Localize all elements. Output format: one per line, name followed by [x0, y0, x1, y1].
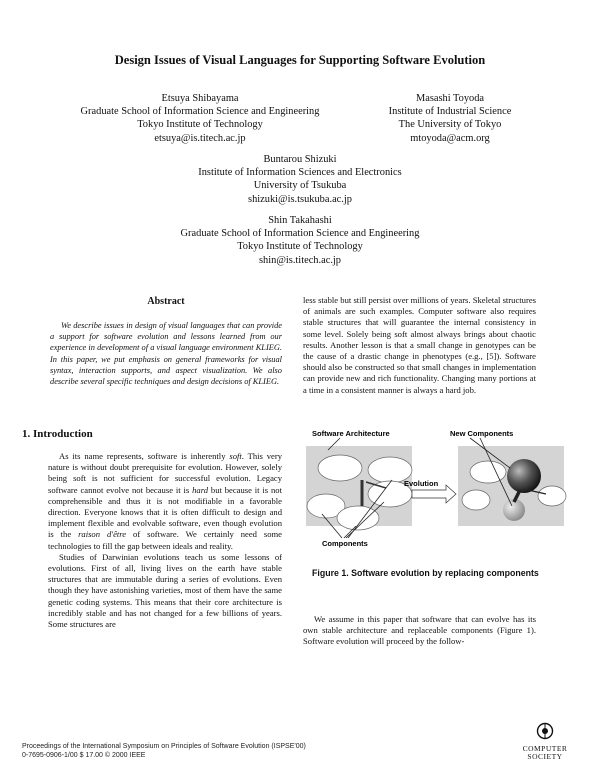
figure-label-components: Components [322, 539, 368, 548]
body-paragraph: We assume in this paper that software that can evolve has its own stable architecture and replaceable components (Figure 1). Software evolution will proceed by the follow- [303, 614, 536, 647]
author-institution: Tokyo Institute of Technology [237, 241, 363, 253]
author-affiliation: Graduate School of Information Science and Engineering [180, 228, 420, 240]
computer-society-logo [512, 722, 578, 761]
figure-label-architecture: Software Architecture [312, 429, 390, 438]
author-email: mtoyoda@acm.org [410, 132, 490, 144]
author-block-2 [340, 92, 560, 145]
right-column-bottom [303, 614, 536, 648]
component-ellipse [538, 486, 566, 506]
abstract-text: We describe issues in design of visual languages that can provide a support for software evolution and lessons learned from our experience in development of a visual language environment KLIEG. In this paper, we put emphasis on general frameworks for visual syntax, interaction supports, and aspect visualization. We also describe several specific techniques and design decisions of KLIEG. [50, 321, 282, 387]
author-email: etsuya@is.titech.ac.jp [154, 132, 246, 144]
author-name: Etsuya Shibayama [161, 93, 239, 104]
author-name: Shin Takahashi [268, 215, 332, 226]
author-block-1 [60, 92, 340, 145]
author-name: Masashi Toyoda [415, 93, 485, 104]
author-affiliation: Institute of Industrial Science [388, 106, 512, 118]
author-block-4 [0, 214, 600, 267]
society-emblem-icon [536, 722, 554, 740]
author-email: shin@is.titech.ac.jp [259, 254, 341, 266]
new-component-light [503, 499, 525, 521]
author-institution: Tokyo Institute of Technology [137, 119, 263, 131]
author-email: shizuki@is.tsukuba.ac.jp [248, 193, 352, 205]
intro-paragraph-1: As its name represents, software is inherently soft. This very nature is without doubt prerequisite for evolution. However, solely being soft is not sufficient for successful evolution. Legacy software cannot evolve not because it is hard but because it is not comprehensible and thus it is not modifiable in a favorable direction. Everyone knows that it is often difficult to design and implement flexible and evolvable software, even though evolution is the raison d'être of software. We certainly need some technologies to fill the gap between ideals and reality. [48, 451, 282, 551]
component-ellipse [462, 490, 490, 510]
author-block-3 [0, 153, 600, 206]
component-ellipse [318, 455, 362, 481]
footer-line-2: 0-7695-0906-1/00 $ 17.00 © 2000 IEEE [22, 752, 146, 759]
abstract-heading: Abstract [147, 296, 185, 307]
author-affiliation: Graduate School of Information Science and Engineering [80, 106, 320, 118]
figure-caption: Figure 1. Software evolution by replacing components [312, 568, 539, 578]
author-institution: University of Tsukuba [253, 180, 347, 192]
new-component-dark [507, 459, 541, 493]
logo-text-2: SOCIETY [527, 752, 563, 761]
section-heading: 1. Introduction [22, 428, 93, 440]
figure-label-new-components: New Components [450, 429, 514, 438]
logo-text-1: COMPUTER [522, 744, 568, 753]
intro-paragraph-2: Studies of Darwinian evolutions teach us some lessons of evolutions. First of all, living lives on the earth have stable structures that are immutable during a series of evolutions. Even though they have astonishing varieties, most of them have the same genetic coding systems. This means that their core architecture is incredibly stable and has not changed for a few billions of years. Some structures are [48, 551, 282, 630]
intro-left-column [48, 451, 282, 630]
author-institution: The University of Tokyo [398, 119, 502, 131]
figure-1-diagram [300, 428, 570, 558]
author-affiliation: Institute of Information Sciences and Electronics [198, 167, 402, 179]
paper-title: Design Issues of Visual Languages for Supporting Software Evolution [114, 53, 486, 67]
right-column-top [303, 295, 536, 396]
proceedings-footer [22, 742, 306, 760]
footer-line-1: Proceedings of the International Symposium on Principles of Software Evolution (ISPSE'00) [22, 743, 306, 750]
figure-label-evolution: Evolution [404, 479, 439, 488]
body-paragraph: less stable but still persist over millions of years. Skeletal structures of animals are such examples. Computer software also requires stable structures that will guarantee the internal consistency in some level. Solely being soft almost always brings about chaotic results. Another lesson is that a small change in genotypes can be the cause of a drastic change in phenotypes (e.g., [5]). Software should also be constructed so that small changes in implementation can provide new and rich functionality. Changing many portions at a time in a consistent manner is always a hard job. [303, 295, 536, 395]
author-name: Buntarou Shizuki [263, 154, 337, 165]
component-ellipse [470, 461, 506, 483]
